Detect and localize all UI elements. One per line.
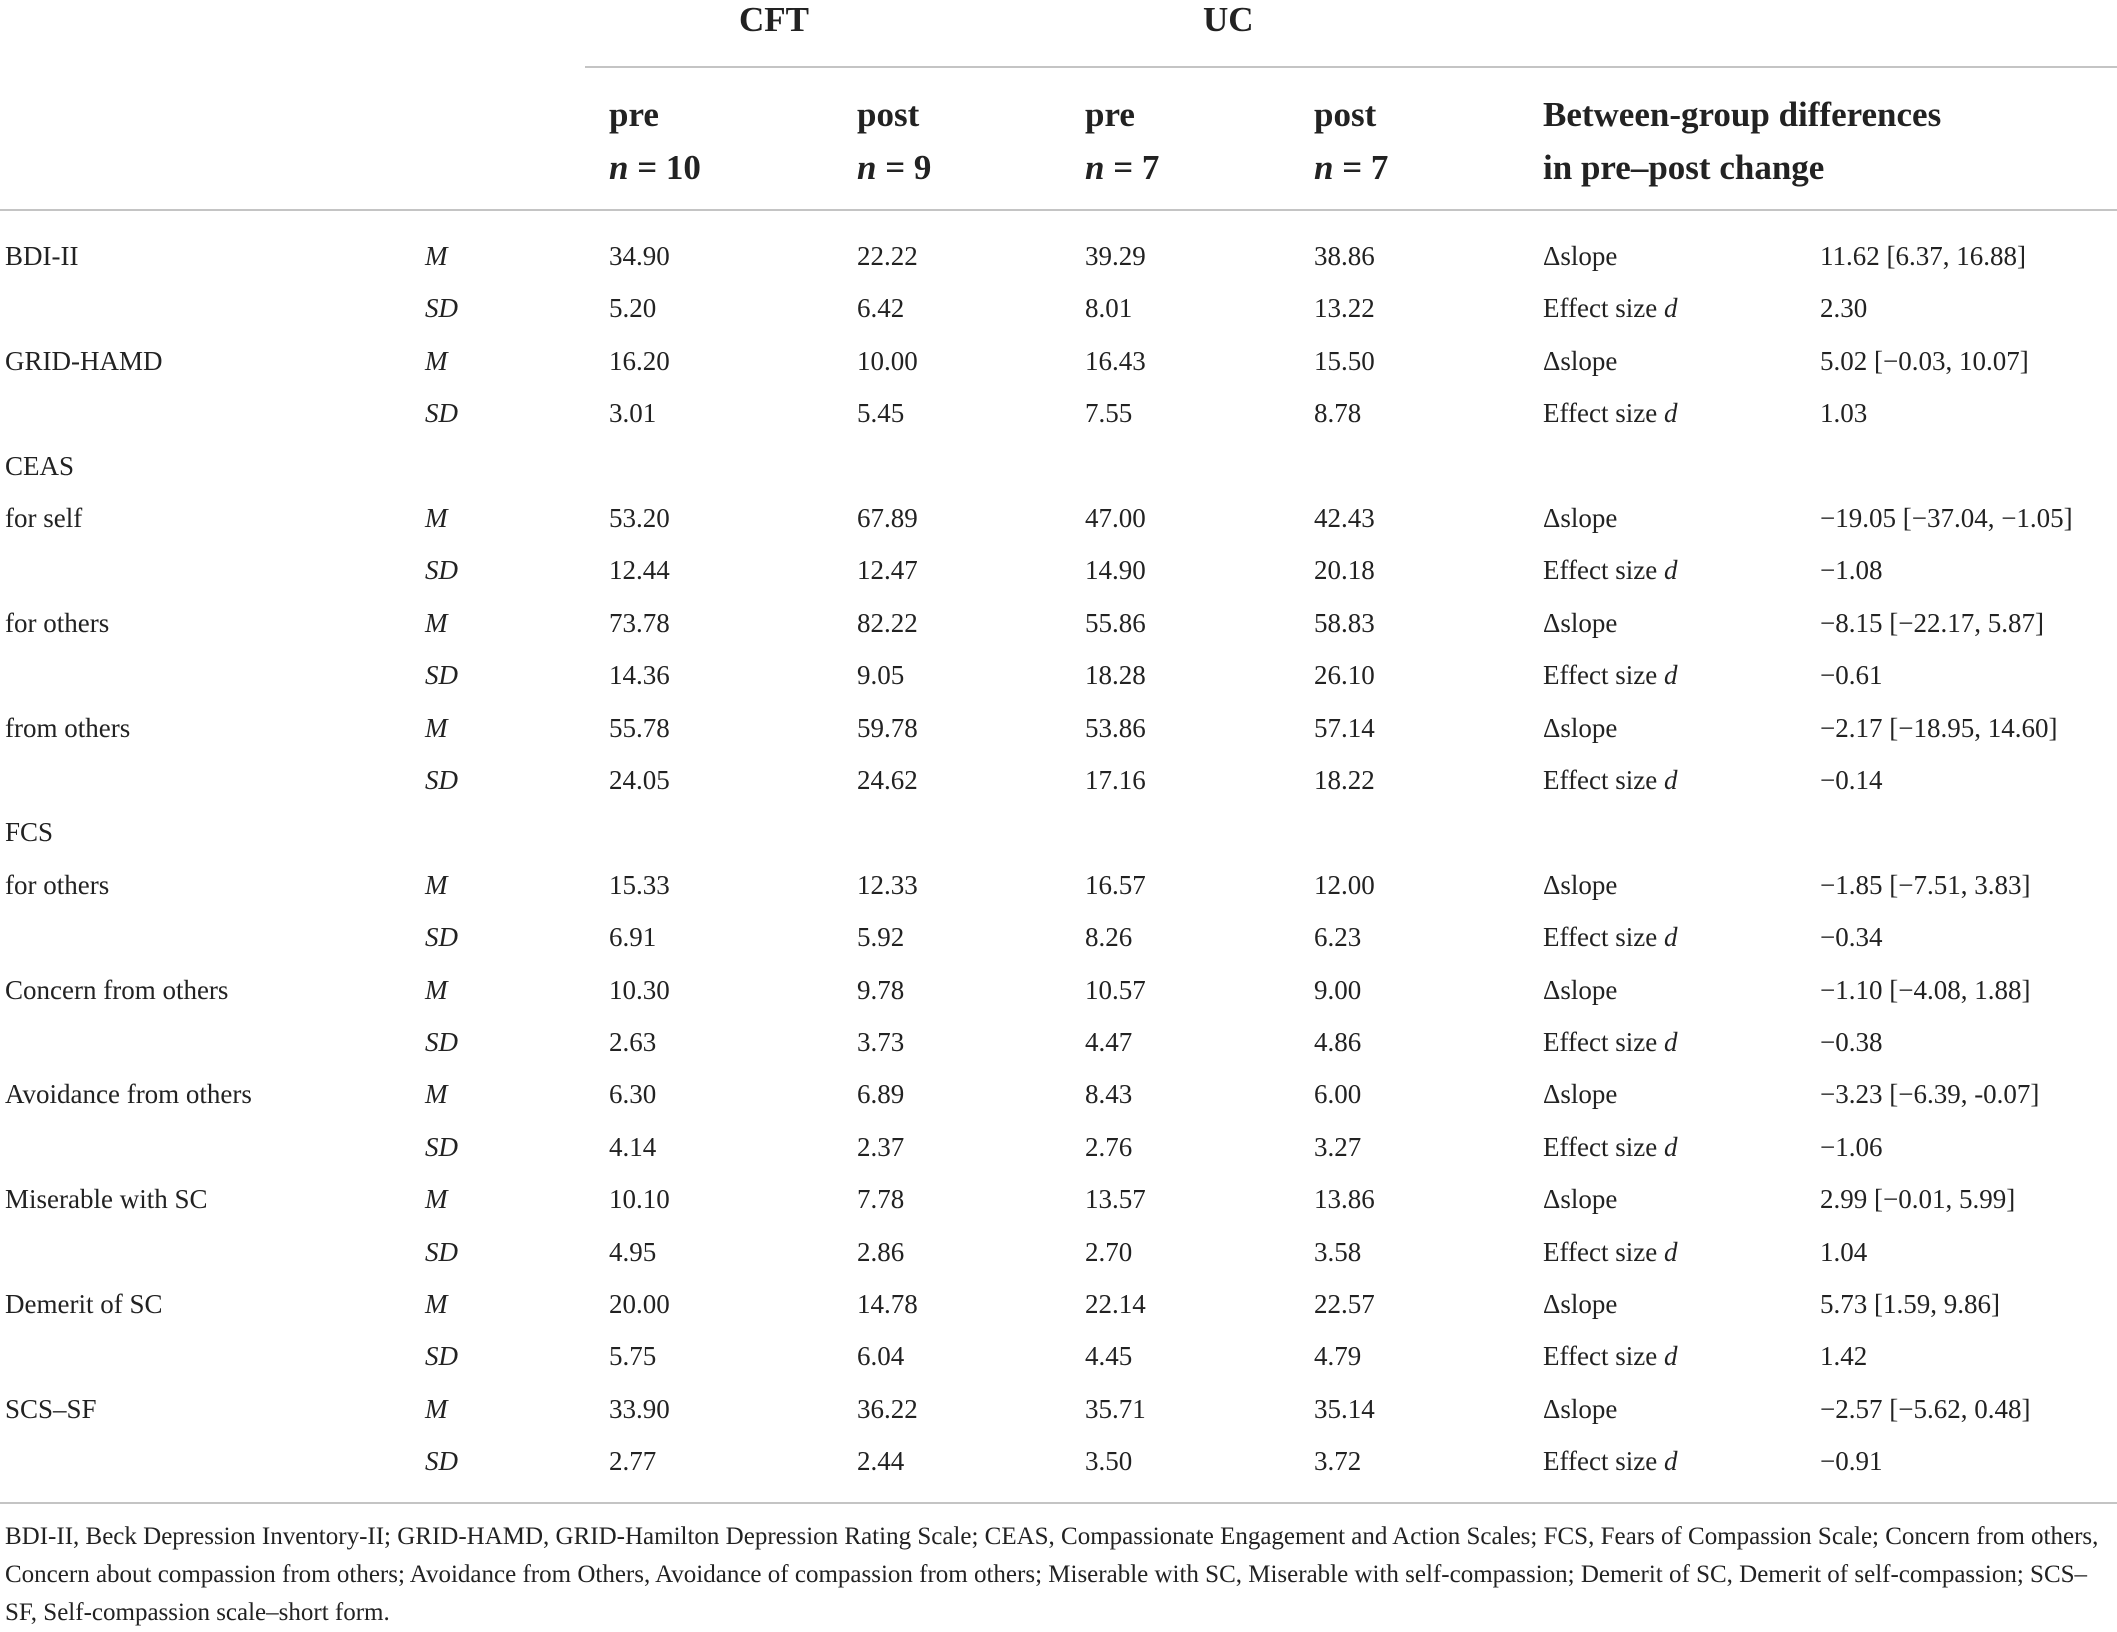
- row-diff-label: Effect size d: [1543, 1131, 1678, 1162]
- row-value-cell: 4.95: [609, 1236, 657, 1267]
- group-header-cft: CFT: [739, 0, 809, 39]
- row-value-cell: 6.42: [857, 293, 905, 324]
- row-diff-value: 5.73 [1.59, 9.86]: [1820, 1289, 2000, 1319]
- row-value-cell: 4.47: [1085, 1027, 1133, 1057]
- row-diff-label: Effect size d: [1543, 765, 1678, 795]
- row-stat-label: M: [425, 241, 448, 271]
- row-diff-value: −0.91: [1820, 1446, 1883, 1477]
- column-header-label: pre: [1085, 95, 1135, 134]
- row-value-cell: 4.79: [1314, 1341, 1362, 1372]
- column-header-label: post: [1314, 95, 1377, 134]
- row-measure-label: CEAS: [5, 450, 75, 481]
- row-stat-label: SD: [425, 555, 458, 586]
- row-value-cell: 9.05: [857, 660, 905, 691]
- column-header-diff-line2: in pre–post change: [1543, 148, 1825, 187]
- row-value-cell: 59.78: [857, 712, 918, 743]
- row-measure-label: for self: [5, 503, 83, 533]
- row-diff-label: Effect size d: [1543, 1027, 1678, 1057]
- row-stat-label: M: [425, 503, 448, 533]
- row-stat-label: SD: [425, 398, 458, 429]
- column-header-n: n = 10: [609, 148, 701, 187]
- group-header-rule: [585, 66, 2117, 68]
- row-value-cell: 10.30: [609, 974, 670, 1005]
- row-value-cell: 7.55: [1085, 398, 1133, 429]
- row-measure-label: Concern from others: [5, 974, 229, 1005]
- row-value-cell: 2.86: [857, 1236, 905, 1267]
- row-stat-label: SD: [425, 293, 458, 324]
- row-diff-label: Δslope: [1543, 1289, 1618, 1319]
- row-value-cell: 13.86: [1314, 1184, 1375, 1215]
- column-header-uc-post: [1314, 88, 1388, 194]
- row-stat-label: M: [425, 869, 448, 900]
- row-value-cell: 34.90: [609, 241, 670, 271]
- row-value-cell: 7.78: [857, 1184, 905, 1215]
- row-value-cell: 6.00: [1314, 1079, 1362, 1110]
- column-header-between-group: [1543, 88, 1941, 194]
- row-value-cell: 42.43: [1314, 503, 1375, 533]
- row-value-cell: 15.33: [609, 869, 670, 900]
- row-value-cell: 3.58: [1314, 1236, 1362, 1267]
- row-value-cell: 8.78: [1314, 398, 1362, 429]
- row-value-cell: 18.28: [1085, 660, 1146, 691]
- row-value-cell: 82.22: [857, 607, 918, 638]
- row-stat-label: M: [425, 1289, 448, 1319]
- row-value-cell: 12.47: [857, 555, 918, 586]
- row-value-cell: 16.57: [1085, 869, 1146, 900]
- row-diff-label: Effect size d: [1543, 922, 1678, 953]
- row-value-cell: 16.20: [609, 345, 670, 376]
- row-diff-value: 5.02 [−0.03, 10.07]: [1820, 345, 2029, 376]
- row-measure-label: Miserable with SC: [5, 1184, 208, 1215]
- column-header-label: post: [857, 95, 920, 134]
- row-measure-label: Demerit of SC: [5, 1289, 163, 1319]
- row-value-cell: 10.57: [1085, 974, 1146, 1005]
- row-value-cell: 5.75: [609, 1341, 657, 1372]
- row-diff-label: Δslope: [1543, 869, 1618, 900]
- row-value-cell: 22.22: [857, 241, 918, 271]
- row-value-cell: 55.78: [609, 712, 670, 743]
- row-diff-label: Δslope: [1543, 1184, 1618, 1215]
- row-stat-label: M: [425, 1393, 448, 1424]
- row-value-cell: 14.36: [609, 660, 670, 691]
- row-value-cell: 14.78: [857, 1289, 918, 1319]
- row-value-cell: 4.86: [1314, 1027, 1362, 1057]
- row-stat-label: SD: [425, 1446, 458, 1477]
- column-header-uc-pre: [1085, 88, 1159, 194]
- footer-rule: [0, 1502, 2117, 1504]
- row-value-cell: 2.77: [609, 1446, 657, 1477]
- row-value-cell: 24.62: [857, 765, 918, 795]
- row-diff-value: −1.06: [1820, 1131, 1883, 1162]
- row-value-cell: 8.26: [1085, 922, 1133, 953]
- row-diff-value: −0.34: [1820, 922, 1883, 953]
- row-value-cell: 9.00: [1314, 974, 1362, 1005]
- row-diff-label: Δslope: [1543, 1393, 1618, 1424]
- row-stat-label: SD: [425, 1341, 458, 1372]
- row-value-cell: 3.73: [857, 1027, 905, 1057]
- row-value-cell: 6.91: [609, 922, 657, 953]
- row-value-cell: 22.14: [1085, 1289, 1146, 1319]
- row-measure-label: for others: [5, 869, 110, 900]
- header-rule: [0, 209, 2117, 211]
- row-value-cell: 33.90: [609, 1393, 670, 1424]
- row-value-cell: 36.22: [857, 1393, 918, 1424]
- row-measure-label: GRID-HAMD: [5, 345, 163, 376]
- row-value-cell: 9.78: [857, 974, 905, 1005]
- row-diff-label: Effect size d: [1543, 293, 1678, 324]
- row-value-cell: 57.14: [1314, 712, 1375, 743]
- row-value-cell: 67.89: [857, 503, 918, 533]
- row-value-cell: 2.44: [857, 1446, 905, 1477]
- row-stat-label: M: [425, 974, 448, 1005]
- column-header-cft-post: [857, 88, 931, 194]
- row-diff-value: −1.08: [1820, 555, 1883, 586]
- table-footnote: BDI-II, Beck Depression Inventory-II; GRID-HAMD, GRID-Hamilton Depression Rating Scale; CEAS, Compassionate Engagement and Action Scales; FCS, Fears of Compassion Scale; Concern from others, Concern about compassion from others; Avoidance from Others, Avoidance of compassion from others; Miserable with SC, Miserable with self-compassion; Demerit of SC, Demerit of self-compassion; SCS–SF, Self-compassion scale–short form.: [5, 1523, 2099, 1626]
- row-stat-label: SD: [425, 1236, 458, 1267]
- row-measure-label: SCS–SF: [5, 1393, 97, 1424]
- row-stat-label: SD: [425, 1131, 458, 1162]
- row-value-cell: 5.20: [609, 293, 657, 324]
- row-diff-label: Effect size d: [1543, 1236, 1678, 1267]
- row-stat-label: SD: [425, 922, 458, 953]
- row-value-cell: 6.30: [609, 1079, 657, 1110]
- row-value-cell: 73.78: [609, 607, 670, 638]
- row-value-cell: 8.01: [1085, 293, 1133, 324]
- row-stat-label: M: [425, 1079, 448, 1110]
- row-diff-value: −8.15 [−22.17, 5.87]: [1820, 607, 2044, 638]
- row-value-cell: 55.86: [1085, 607, 1146, 638]
- row-value-cell: 10.00: [857, 345, 918, 376]
- row-value-cell: 53.86: [1085, 712, 1146, 743]
- row-measure-label: for others: [5, 607, 110, 638]
- row-diff-value: 2.30: [1820, 293, 1868, 324]
- column-header-n: n = 7: [1314, 148, 1389, 187]
- column-header-n: n = 9: [857, 148, 932, 187]
- row-diff-value: −2.57 [−5.62, 0.48]: [1820, 1393, 2031, 1424]
- row-value-cell: 6.89: [857, 1079, 905, 1110]
- row-value-cell: 10.10: [609, 1184, 670, 1215]
- row-value-cell: 8.43: [1085, 1079, 1133, 1110]
- row-diff-value: −1.10 [−4.08, 1.88]: [1820, 974, 2031, 1005]
- row-diff-value: −0.14: [1820, 765, 1883, 795]
- row-value-cell: 14.90: [1085, 555, 1146, 586]
- row-value-cell: 38.86: [1314, 241, 1375, 271]
- row-diff-label: Δslope: [1543, 241, 1618, 271]
- row-stat-label: SD: [425, 1027, 458, 1057]
- row-value-cell: 3.50: [1085, 1446, 1133, 1477]
- row-value-cell: 16.43: [1085, 345, 1146, 376]
- row-value-cell: 53.20: [609, 503, 670, 533]
- row-value-cell: 2.37: [857, 1131, 905, 1162]
- row-value-cell: 26.10: [1314, 660, 1375, 691]
- row-diff-value: −0.38: [1820, 1027, 1883, 1057]
- row-value-cell: 6.23: [1314, 922, 1362, 953]
- row-value-cell: 58.83: [1314, 607, 1375, 638]
- row-value-cell: 2.76: [1085, 1131, 1133, 1162]
- row-value-cell: 3.27: [1314, 1131, 1362, 1162]
- row-value-cell: 20.00: [609, 1289, 670, 1319]
- row-value-cell: 17.16: [1085, 765, 1146, 795]
- column-header-label: pre: [609, 95, 659, 134]
- row-diff-value: −2.17 [−18.95, 14.60]: [1820, 712, 2058, 743]
- column-header-cft-pre: [609, 88, 701, 194]
- row-diff-value: −1.85 [−7.51, 3.83]: [1820, 869, 2031, 900]
- row-diff-label: Effect size d: [1543, 1341, 1678, 1372]
- row-stat-label: M: [425, 712, 448, 743]
- row-value-cell: 18.22: [1314, 765, 1375, 795]
- row-value-cell: 12.44: [609, 555, 670, 586]
- row-measure-label: BDI-II: [5, 241, 79, 271]
- row-value-cell: 6.04: [857, 1341, 905, 1372]
- row-value-cell: 20.18: [1314, 555, 1375, 586]
- row-diff-label: Effect size d: [1543, 1446, 1678, 1477]
- row-stat-label: M: [425, 607, 448, 638]
- row-diff-label: Δslope: [1543, 974, 1618, 1005]
- row-value-cell: 47.00: [1085, 503, 1146, 533]
- row-value-cell: 12.00: [1314, 869, 1375, 900]
- row-value-cell: 2.70: [1085, 1236, 1133, 1267]
- row-diff-label: Δslope: [1543, 503, 1618, 533]
- row-value-cell: 39.29: [1085, 241, 1146, 271]
- row-diff-label: Δslope: [1543, 712, 1618, 743]
- row-value-cell: 3.01: [609, 398, 657, 429]
- row-diff-label: Δslope: [1543, 1079, 1618, 1110]
- column-header-n: n = 7: [1085, 148, 1160, 187]
- row-value-cell: 15.50: [1314, 345, 1375, 376]
- row-diff-label: Δslope: [1543, 345, 1618, 376]
- row-value-cell: 35.71: [1085, 1393, 1146, 1424]
- row-stat-label: SD: [425, 765, 458, 795]
- row-value-cell: 3.72: [1314, 1446, 1362, 1477]
- row-diff-value: −3.23 [−6.39, -0.07]: [1820, 1079, 2040, 1110]
- row-diff-value: 1.04: [1820, 1236, 1868, 1267]
- row-measure-label: from others: [5, 712, 131, 743]
- row-diff-value: −0.61: [1820, 660, 1883, 691]
- row-stat-label: M: [425, 345, 448, 376]
- row-value-cell: 24.05: [609, 765, 670, 795]
- row-diff-value: −19.05 [−37.04, −1.05]: [1820, 503, 2073, 533]
- row-value-cell: 13.22: [1314, 293, 1375, 324]
- group-header-uc: UC: [1203, 0, 1254, 39]
- row-value-cell: 4.14: [609, 1131, 657, 1162]
- row-measure-label: Avoidance from others: [5, 1079, 252, 1110]
- column-header-diff-line1: Between-group differences: [1543, 95, 1942, 134]
- row-value-cell: 2.63: [609, 1027, 657, 1057]
- row-stat-label: M: [425, 1184, 448, 1215]
- row-diff-label: Δslope: [1543, 607, 1618, 638]
- row-value-cell: 5.92: [857, 922, 905, 953]
- row-value-cell: 35.14: [1314, 1393, 1375, 1424]
- row-diff-value: 11.62 [6.37, 16.88]: [1820, 241, 2026, 271]
- row-diff-label: Effect size d: [1543, 398, 1678, 429]
- row-value-cell: 12.33: [857, 869, 918, 900]
- row-diff-label: Effect size d: [1543, 660, 1678, 691]
- row-diff-value: 1.03: [1820, 398, 1868, 429]
- row-stat-label: SD: [425, 660, 458, 691]
- row-diff-label: Effect size d: [1543, 555, 1678, 586]
- row-diff-value: 2.99 [−0.01, 5.99]: [1820, 1184, 2016, 1215]
- row-value-cell: 13.57: [1085, 1184, 1146, 1215]
- row-value-cell: 22.57: [1314, 1289, 1375, 1319]
- row-value-cell: 5.45: [857, 398, 905, 429]
- row-measure-label: FCS: [5, 817, 54, 848]
- row-diff-value: 1.42: [1820, 1341, 1868, 1372]
- row-value-cell: 4.45: [1085, 1341, 1133, 1372]
